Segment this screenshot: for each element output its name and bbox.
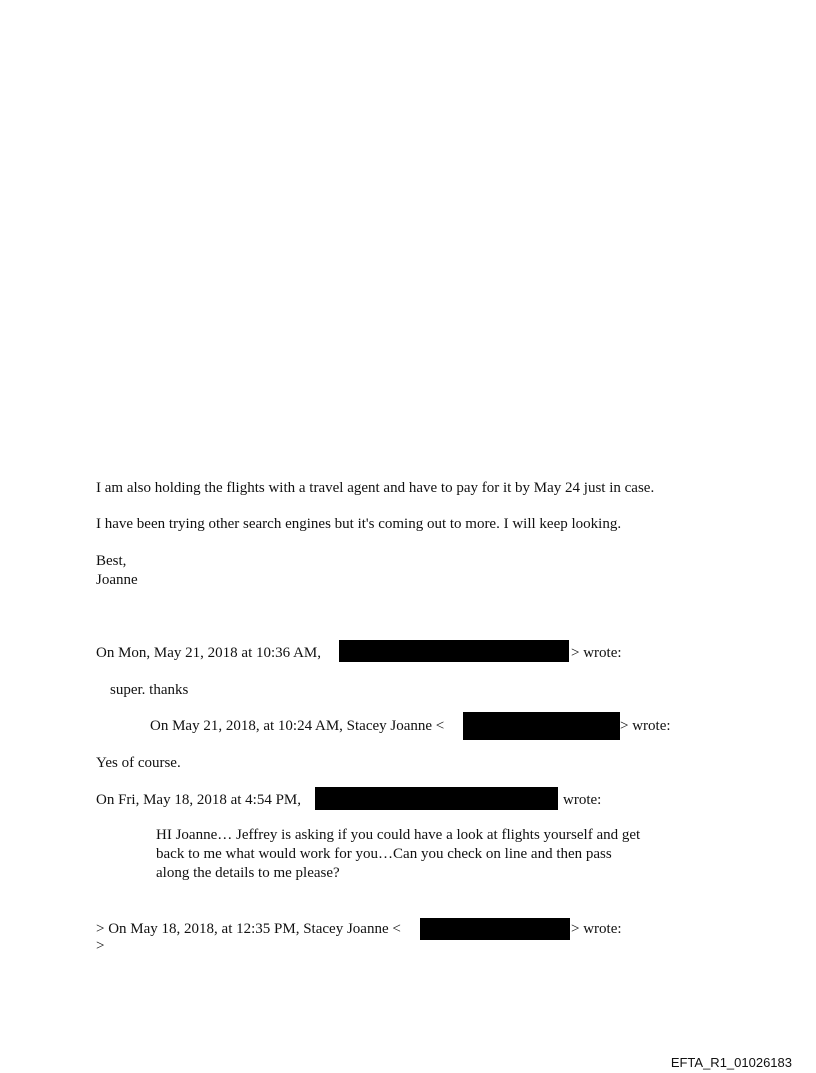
reply-1-header-prefix: On Mon, May 21, 2018 at 10:36 AM, <box>96 645 321 661</box>
redaction-bar <box>315 787 558 810</box>
reply-1-body: super. thanks <box>110 682 189 698</box>
reply-3-body-line: along the details to me please? <box>156 865 340 881</box>
redaction-bar <box>420 918 570 940</box>
signoff: Best, <box>96 553 127 569</box>
redaction-bar <box>339 640 569 662</box>
reply-3-header-prefix: On Fri, May 18, 2018 at 4:54 PM, <box>96 792 302 808</box>
redaction-bar <box>463 712 620 740</box>
reply-3-quoted-body <box>156 826 696 883</box>
reply-4-header-prefix: > On May 18, 2018, at 12:35 PM, Stacey Joanne < <box>96 921 401 937</box>
document-id: EFTA_R1_01026183 <box>670 1055 792 1070</box>
reply-2-header-suffix: > wrote: <box>620 718 671 734</box>
reply-3-header-suffix: wrote: <box>563 792 602 808</box>
paragraph-flights: I am also holding the flights with a travel agent and have to pay for it by May 24 just in case. <box>96 480 655 496</box>
reply-2-header-prefix: On May 21, 2018, at 10:24 AM, Stacey Joanne < <box>150 718 445 734</box>
reply-4-header-suffix: > wrote: <box>571 921 622 937</box>
reply-2-body: Yes of course. <box>96 755 181 771</box>
paragraph-search: I have been trying other search engines but it's coming out to more. I will keep looking. <box>96 516 622 532</box>
reply-4-continuation: > <box>96 938 105 954</box>
reply-1-header-suffix: > wrote: <box>571 645 622 661</box>
signature: Joanne <box>96 572 138 588</box>
reply-3-body-line: back to me what would work for you…Can you check on line and then pass <box>156 846 612 862</box>
reply-3-body-line: HI Joanne… Jeffrey is asking if you could have a look at flights yourself and get <box>156 827 641 843</box>
